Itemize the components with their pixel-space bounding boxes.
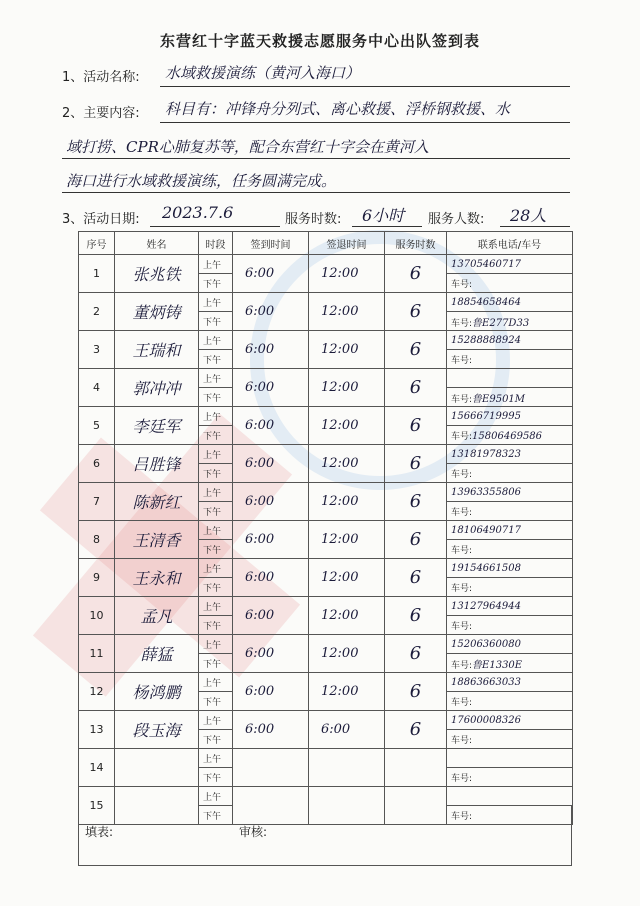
table-row [79,483,573,502]
row-number: 5 [79,407,115,445]
date-value: 2023.7.6 [162,203,234,222]
car-label: 车号: [451,621,473,632]
service-hours: 6 [385,255,447,293]
period-am: 上午 [199,635,233,654]
period-pm: 下午 [199,388,233,407]
table-row [79,255,573,274]
contact-phone [447,749,573,768]
service-hours: 6 [385,369,447,407]
activity-name-underline [160,86,570,87]
sign-out-time: 12:00 [309,597,385,635]
period-am: 上午 [199,369,233,388]
contact-phone: 19154661508 [447,559,573,578]
service-hours: 6 [385,635,447,673]
contact-phone: 15666719995 [447,407,573,426]
table-row [79,749,573,768]
period-pm: 下午 [199,426,233,445]
row-number: 12 [79,673,115,711]
sign-in-time: 6:00 [233,673,309,711]
period-am: 上午 [199,787,233,806]
page-title: 东营红十字蓝天救援志愿服务中心出队签到表 [159,32,480,50]
table-row [79,331,573,350]
car-number-cell [447,578,573,597]
period-am: 上午 [199,331,233,350]
table-row [79,407,573,426]
car-number: 15806469586 [472,430,543,442]
sign-in-time: 6:00 [233,635,309,673]
row-number: 8 [79,521,115,559]
contact-phone: 17600008326 [447,711,573,730]
volunteer-name: 张兆铁 [115,255,199,293]
volunteer-name [115,749,199,787]
volunteer-name: 郭冲冲 [115,369,199,407]
contact-phone: 13127964944 [447,597,573,616]
volunteer-name: 薛猛 [115,635,199,673]
row-number: 7 [79,483,115,521]
car-number: 鲁E1330E [472,659,523,671]
car-number-cell [447,426,573,445]
period-pm: 下午 [199,768,233,787]
period-am: 上午 [199,407,233,426]
volunteer-name: 陈新红 [115,483,199,521]
row-number: 3 [79,331,115,369]
hours-underline [352,226,422,227]
period-am: 上午 [199,255,233,274]
table-row [79,559,573,578]
service-hours: 6 [385,597,447,635]
sign-out-time: 12:00 [309,293,385,331]
header-sign-in: 签到时间 [233,232,309,255]
period-pm: 下午 [199,730,233,749]
contact-phone: 15206360080 [447,635,573,654]
car-label: 车号: [451,394,473,405]
car-label: 车号: [451,507,473,518]
car-number-cell [447,540,573,559]
header-contact: 联系电话/车号 [447,232,573,255]
contact-phone [447,787,573,806]
content-underline-3 [62,192,570,193]
header-name: 姓名 [115,232,199,255]
content-underline-2 [62,158,570,159]
sign-in-time: 6:00 [233,445,309,483]
car-number-cell [447,312,573,331]
sign-in-table [78,231,573,825]
service-hours: 6 [385,521,447,559]
sign-out-time: 12:00 [309,559,385,597]
period-am: 上午 [199,673,233,692]
period-pm: 下午 [199,616,233,635]
service-hours: 6 [385,559,447,597]
sign-in-time: 6:00 [233,521,309,559]
people-value: 28人 [510,206,547,225]
sign-in-time: 6:00 [233,331,309,369]
contact-phone: 13705460717 [447,255,573,274]
period-am: 上午 [199,711,233,730]
volunteer-name: 段玉海 [115,711,199,749]
car-label: 车号: [451,811,473,822]
period-pm: 下午 [199,464,233,483]
table-row [79,711,573,730]
volunteer-name: 吕胜锋 [115,445,199,483]
sign-in-time: 6:00 [233,483,309,521]
reviewer-label: 审核: [239,825,268,839]
car-number-cell [447,274,573,293]
period-pm: 下午 [199,350,233,369]
period-pm: 下午 [199,502,233,521]
car-label: 车号: [451,583,473,594]
car-label: 车号: [451,431,473,442]
table-row [79,673,573,692]
car-number: 鲁E9501M [472,393,526,405]
sign-out-time: 12:00 [309,635,385,673]
people-label: 服务人数: [428,212,485,227]
content-line-2: 域打捞、CPR心肺复苏等，配合东营红十字会在黄河入 [66,138,429,156]
period-pm: 下午 [199,540,233,559]
hours-value: 6小时 [362,206,405,225]
hours-label: 服务时数: [285,212,342,227]
car-label: 车号: [451,545,473,556]
table-footer [78,805,572,866]
content-line-3: 海口进行水域救援演练，任务圆满完成。 [66,172,337,190]
car-number-cell [447,388,573,407]
sign-in-time: 6:00 [233,711,309,749]
car-label: 车号: [451,469,473,480]
sign-out-time: 12:00 [309,331,385,369]
row-number: 6 [79,445,115,483]
contact-phone: 15288888924 [447,331,573,350]
period-pm: 下午 [199,692,233,711]
table-row [79,445,573,464]
period-pm: 下午 [199,654,233,673]
content-label: 2、主要内容: [62,106,140,121]
content-underline-1 [160,122,570,123]
car-number-cell [447,350,573,369]
sign-out-time: 12:00 [309,483,385,521]
volunteer-name: 李廷军 [115,407,199,445]
car-label: 车号: [451,735,473,746]
contact-phone: 18863663033 [447,673,573,692]
contact-phone: 18106490717 [447,521,573,540]
sign-out-time: 12:00 [309,255,385,293]
volunteer-name: 王清香 [115,521,199,559]
volunteer-name: 王瑞和 [115,331,199,369]
table-row [79,635,573,654]
car-number: 鲁E277D33 [472,317,530,329]
contact-phone: 13181978323 [447,445,573,464]
header-duration: 服务时数 [385,232,447,255]
service-hours: 6 [385,407,447,445]
contact-phone: 18854658464 [447,293,573,312]
date-underline [150,226,280,227]
car-number-cell [447,730,573,749]
car-label: 车号: [451,318,473,329]
row-number: 14 [79,749,115,787]
contact-phone [447,369,573,388]
volunteer-name: 孟凡 [115,597,199,635]
activity-name-value: 水域救援演练（黄河入海口） [165,64,361,82]
row-number: 9 [79,559,115,597]
volunteer-name: 王永和 [115,559,199,597]
period-am: 上午 [199,597,233,616]
sign-in-time [233,749,309,787]
period-pm: 下午 [199,578,233,597]
row-number: 13 [79,711,115,749]
volunteer-name: 杨鸿鹏 [115,673,199,711]
sign-out-time: 12:00 [309,369,385,407]
sign-in-time: 6:00 [233,597,309,635]
service-hours [385,749,447,787]
car-label: 车号: [451,279,473,290]
row-number: 4 [79,369,115,407]
date-label: 3、活动日期: [62,212,140,227]
table-row [79,369,573,388]
row-number: 2 [79,293,115,331]
sign-in-time: 6:00 [233,559,309,597]
sign-out-time: 12:00 [309,445,385,483]
sign-out-time: 12:00 [309,521,385,559]
filler-label: 填表: [85,825,114,839]
car-number-cell [447,616,573,635]
car-number-cell [447,692,573,711]
service-hours: 6 [385,483,447,521]
row-number: 15 [79,787,115,825]
car-number-cell [447,464,573,483]
table-row [79,597,573,616]
service-hours: 6 [385,331,447,369]
volunteer-name: 董炳铸 [115,293,199,331]
row-number: 11 [79,635,115,673]
period-am: 上午 [199,521,233,540]
service-hours: 6 [385,293,447,331]
car-number-cell [447,654,573,673]
header-period: 时段 [199,232,233,255]
content-line-1: 科目有：冲锋舟分列式、离心救援、浮桥钢救援、水 [165,100,511,118]
row-number: 1 [79,255,115,293]
period-am: 上午 [199,559,233,578]
table-row [79,787,573,806]
sign-in-time: 6:00 [233,255,309,293]
sign-out-time: 12:00 [309,673,385,711]
sign-in-time: 6:00 [233,407,309,445]
service-hours: 6 [385,711,447,749]
table-row [79,293,573,312]
sign-out-time [309,749,385,787]
car-label: 车号: [451,355,473,366]
sign-out-time: 6:00 [309,711,385,749]
header-sign-out: 签退时间 [309,232,385,255]
sign-out-time: 12:00 [309,407,385,445]
people-underline [500,226,570,227]
header-no: 序号 [79,232,115,255]
period-am: 上午 [199,483,233,502]
period-pm: 下午 [199,274,233,293]
table-row [79,521,573,540]
period-am: 上午 [199,293,233,312]
sign-in-time: 6:00 [233,293,309,331]
period-am: 上午 [199,749,233,768]
period-pm: 下午 [199,312,233,331]
activity-name-label: 1、活动名称: [62,70,140,85]
service-hours: 6 [385,445,447,483]
car-label: 车号: [451,773,473,784]
car-number-cell [447,768,573,787]
service-hours: 6 [385,673,447,711]
sign-in-time: 6:00 [233,369,309,407]
period-pm: 下午 [199,806,233,825]
car-label: 车号: [451,697,473,708]
row-number: 10 [79,597,115,635]
car-number-cell [447,502,573,521]
period-am: 上午 [199,445,233,464]
contact-phone: 13963355806 [447,483,573,502]
table-header-row [79,232,573,255]
car-label: 车号: [451,660,473,671]
